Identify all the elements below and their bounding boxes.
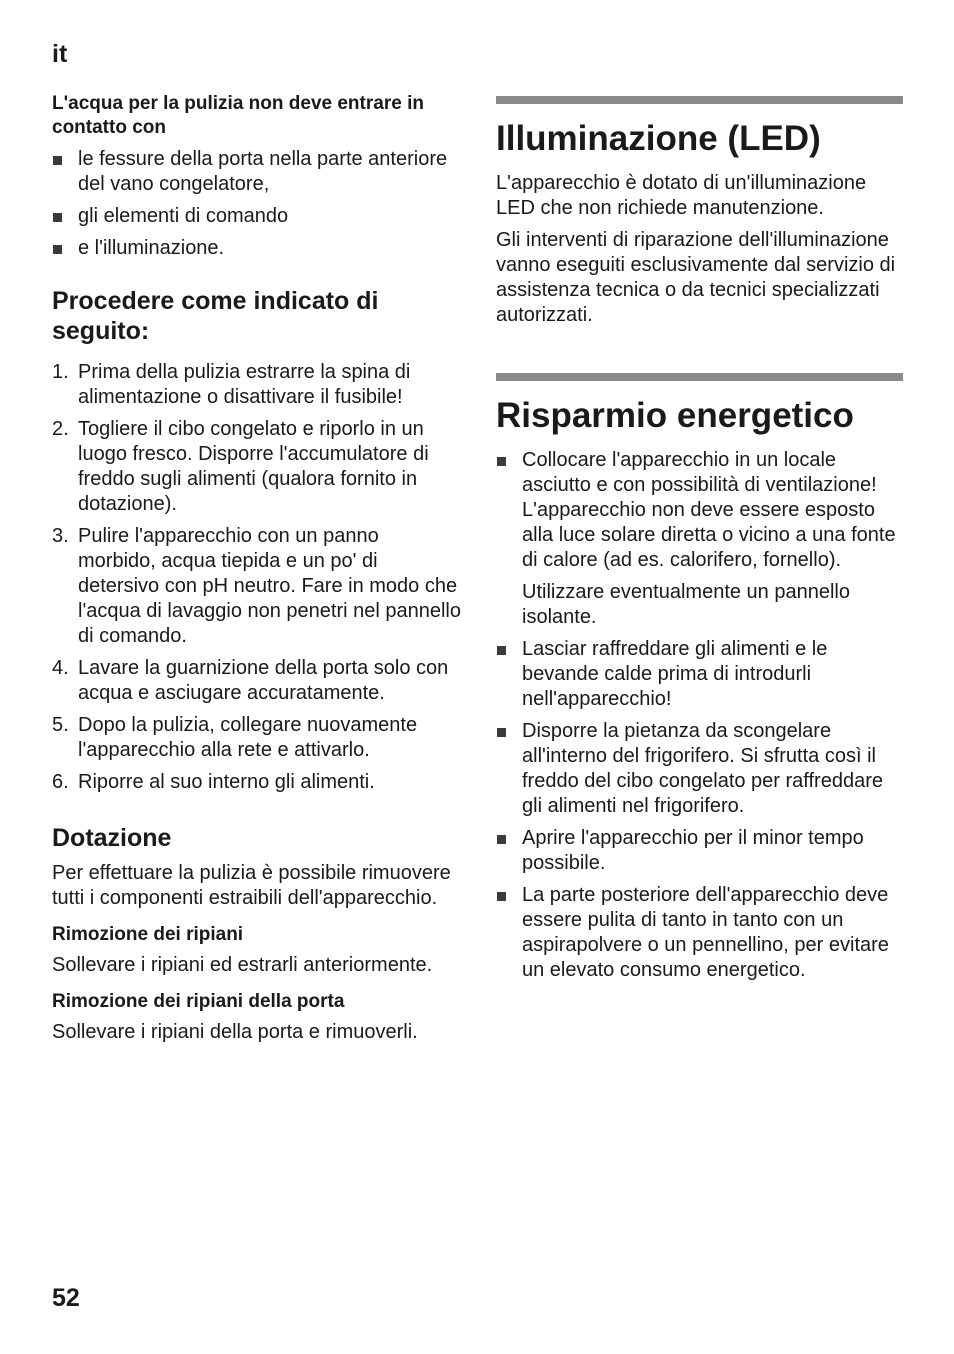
energy-item-note: Utilizzare eventualmente un pannello isolante. [522, 581, 850, 628]
procedure-heading: Procedere come indicato di seguito: [52, 287, 379, 345]
list-item: gli elementi di comando [52, 204, 462, 229]
door-shelves-text: Sollevare i ripiani della porta e rimuoverli. [52, 1021, 418, 1043]
square-bullet-icon [53, 213, 62, 222]
list-item: 4. Lavare la guarnizione della porta solo con acqua e asciugare accuratamente. [52, 657, 449, 704]
section-rule [496, 96, 903, 104]
page-number: 52 [52, 1284, 80, 1312]
energy-heading: Risparmio energetico [496, 396, 854, 435]
square-bullet-icon [497, 892, 506, 901]
energy-list-continued [496, 637, 903, 983]
warning-list [52, 147, 462, 261]
shelves-text: Sollevare i ripiani ed estrarli anteriormente. [52, 954, 433, 976]
led-heading: Illuminazione (LED) [496, 119, 821, 158]
led-paragraph-2: Gli interventi di riparazione dell'illuminazione vanno eseguiti esclusivamente dal servizio di assistenza tecnica o da tecnici specializzati autorizzati. [496, 229, 896, 326]
left-column [52, 92, 462, 1045]
list-item: Disporre la pietanza da scongelare all'interno del frigorifero. Si sfrutta così il freddo del cibo congelato per raffreddare gli alimenti nel frigorifero. [496, 719, 903, 819]
square-bullet-icon [53, 156, 62, 165]
list-item: Lasciar raffreddare gli alimenti e le bevande calde prima di introdurli nell'apparecchio! [496, 637, 903, 712]
procedure-steps [52, 360, 462, 795]
square-bullet-icon [497, 835, 506, 844]
list-item: 1. Prima della pulizia estrarre la spina di alimentazione o disattivare il fusibile! [52, 361, 411, 408]
list-item: le fessure della porta nella parte anteriore del vano congelatore, [52, 147, 462, 197]
energy-list [496, 448, 903, 573]
dotazione-text: Per effettuare la pulizia è possibile rimuovere tutti i componenti estraibili dell'apparecchio. [52, 862, 451, 909]
list-item: Aprire l'apparecchio per il minor tempo possibile. [496, 826, 903, 876]
door-shelves-title: Rimozione dei ripiani della porta [52, 991, 345, 1012]
list-item: 3. Pulire l'apparecchio con un panno morbido, acqua tiepida e un po' di detersivo con pH neutro. Fare in modo che l'acqua di lavaggio non penetri nel pannello di comando. [52, 525, 461, 647]
list-item: 5. Dopo la pulizia, collegare nuovamente l'apparecchio alla rete e attivarlo. [52, 714, 418, 761]
list-item: 2. Togliere il cibo congelato e riporlo in un luogo fresco. Disporre l'accumulatore di freddo sugli alimenti (qualora fornito in dotazione). [52, 418, 429, 515]
led-paragraph-1: L'apparecchio è dotato di un'illuminazione LED che non richiede manutenzione. [496, 172, 867, 219]
right-column [496, 96, 903, 990]
section-rule [496, 373, 903, 381]
square-bullet-icon [497, 457, 506, 466]
square-bullet-icon [53, 245, 62, 254]
language-tag: it [52, 40, 68, 68]
list-item: e l'illuminazione. [52, 236, 462, 261]
dotazione-heading: Dotazione [52, 824, 172, 852]
square-bullet-icon [497, 646, 506, 655]
shelves-title: Rimozione dei ripiani [52, 924, 244, 945]
list-item: La parte posteriore dell'apparecchio deve essere pulita di tanto in tanto con un aspirapolvere o un pennellino, per evitare un elevato consumo energetico. [496, 883, 903, 983]
square-bullet-icon [497, 728, 506, 737]
warning-title: L'acqua per la pulizia non deve entrare in contatto con [52, 93, 424, 138]
list-item: Collocare l'apparecchio in un locale asciutto e con possibilità di ventilazione! L'apparecchio non deve essere esposto alla luce solare diretta o vicino a una fonte di calore (ad es. calorifero, fornello). [496, 448, 903, 573]
list-item: 6. Riporre al suo interno gli alimenti. [52, 771, 375, 793]
